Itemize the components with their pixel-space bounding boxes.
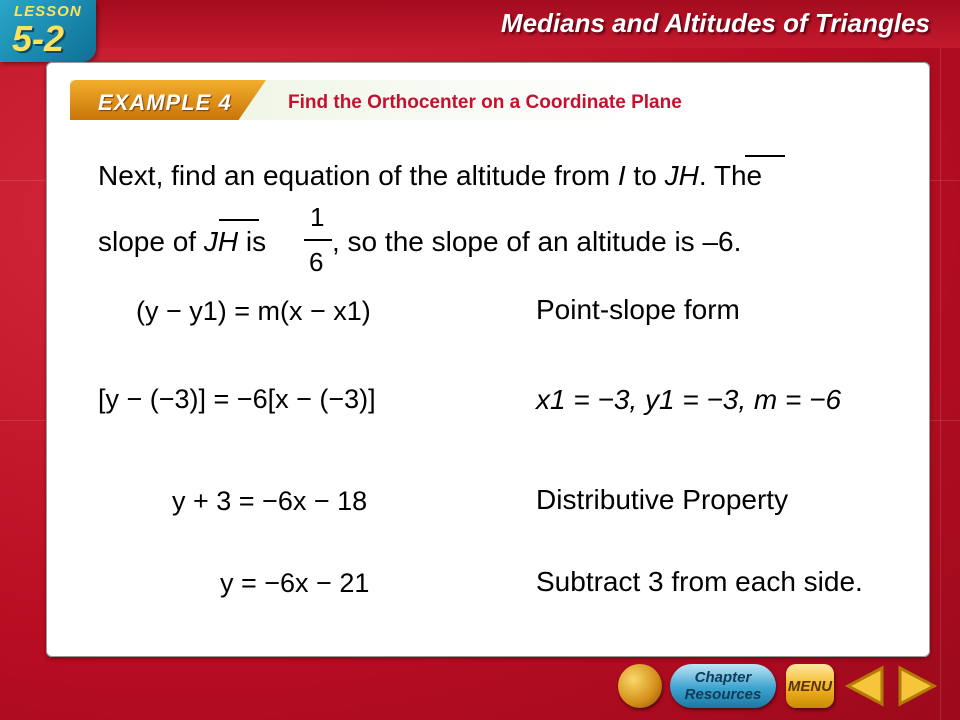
fraction-numerator: 1 (310, 202, 325, 232)
reason-step-3: Distributive Property (536, 484, 789, 515)
globe-icon[interactable] (618, 664, 662, 708)
equation-step-2: [y − (−3)] = −6[x − (−3)] (98, 384, 376, 414)
fraction-bar (304, 239, 332, 241)
equation-step-1: (y − y1) = m(x − x1) (136, 296, 371, 326)
example-title: Find the Orthocenter on a Coordinate Plane (288, 92, 682, 113)
lesson-badge (0, 0, 96, 62)
paragraph-line-1 (98, 160, 762, 192)
lesson-number: 5-2 (12, 18, 65, 59)
reason-step-2: x1 = −3, y1 = −3, m = −6 (536, 384, 842, 415)
segment-overbar-2 (219, 219, 259, 221)
line2-prefix: slope of (98, 226, 204, 257)
paragraph-line-2-start (98, 226, 266, 258)
line2-is: is (238, 226, 267, 257)
point-i: I (617, 160, 626, 191)
equation-step-4: y = −6x − 21 (220, 568, 370, 598)
reason-step-1: Point-slope form (536, 294, 740, 325)
chapter-resources-button[interactable]: Chapter Resources (670, 664, 776, 708)
segment-jh-2: JH (203, 226, 239, 257)
reason-step-4: Subtract 3 from each side. (536, 566, 863, 597)
equation-step-3: y + 3 = −6x − 18 (172, 486, 368, 516)
lesson-title: Medians and Altitudes of Triangles (500, 8, 930, 38)
line1-suffix: . The (698, 160, 763, 191)
segment-jh: JH (664, 160, 699, 191)
line1-prefix: Next, find an equation of the altitude from (98, 160, 618, 191)
segment-overbar (745, 155, 785, 157)
paragraph-line-2-end: , so the slope of an altitude is –6. (332, 226, 742, 257)
background-gridline (940, 0, 941, 720)
menu-button[interactable]: MENU (786, 664, 834, 708)
line1-to: to (625, 160, 665, 191)
lesson-word: LESSON (14, 3, 82, 20)
fraction-denominator: 6 (309, 247, 324, 277)
triangle-left-icon[interactable] (842, 664, 890, 708)
triangle-right-icon[interactable] (892, 664, 940, 708)
example-label: EXAMPLE 4 (98, 90, 232, 115)
